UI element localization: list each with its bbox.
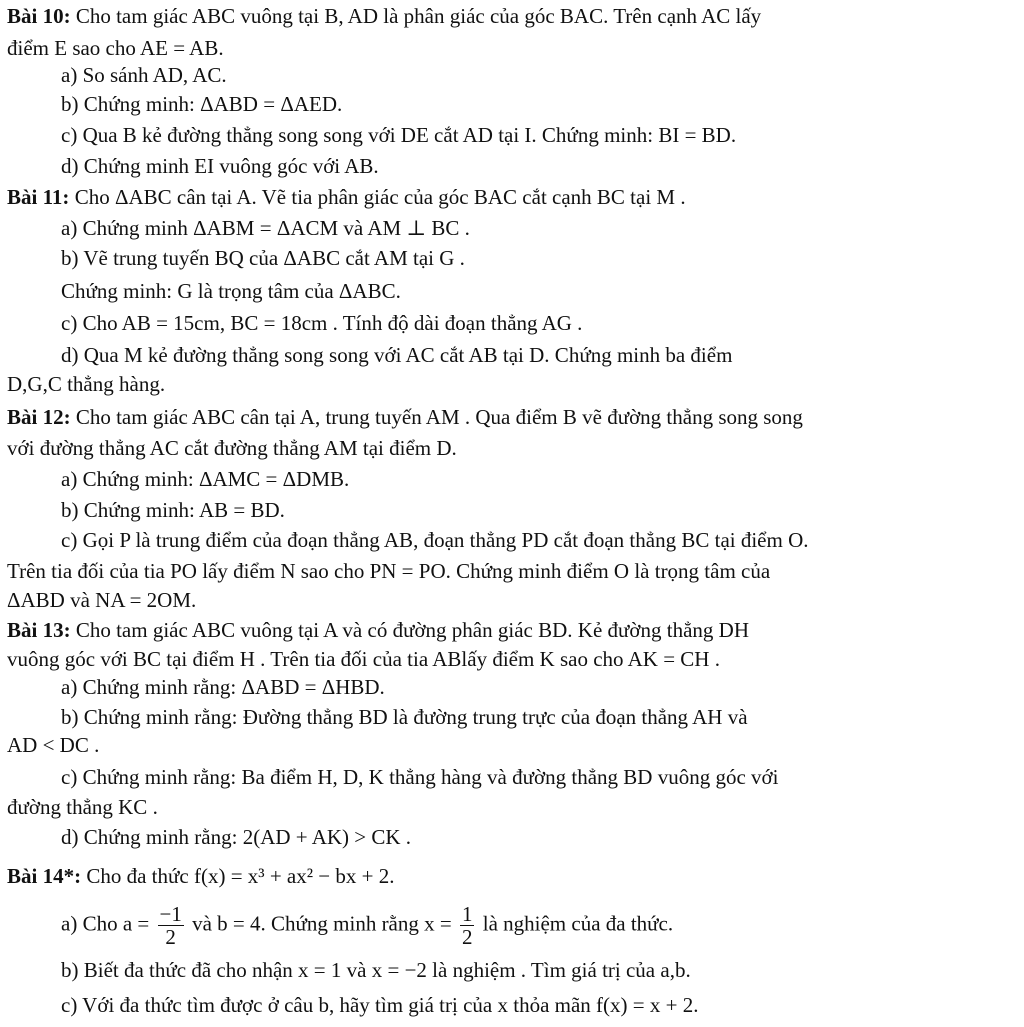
question-text: a) Cho a = (61, 911, 155, 936)
question-item: a) So sánh AD, AC. (61, 63, 227, 87)
exercise-11-heading (7, 187, 686, 208)
question-item: c) Qua B kẻ đường thẳng song song với DE cắt AD tại I. Chứng minh: BI = BD. (61, 123, 737, 147)
question-item: a) Chứng minh ΔABM = ΔACM và AM ⊥ BC . (61, 216, 470, 240)
exercise-text: Cho ΔABC cân tại A. Vẽ tia phân giác của góc BAC cắt cạnh BC tại M . (69, 185, 686, 209)
question-item: d) Qua M kẻ đường thẳng song song với AC cắt AB tại D. Chứng minh ba điểm (61, 343, 733, 367)
question-item (61, 903, 673, 948)
fraction-numerator: 1 (461, 902, 473, 926)
exercise-text: Cho tam giác ABC cân tại A, trung tuyến AM . Qua điểm B vẽ đường thẳng song song (70, 405, 803, 429)
fraction-denominator: 2 (461, 925, 473, 950)
question-item: c) Cho AB = 15cm, BC = 18cm . Tính độ dài đoạn thẳng AG . (61, 311, 583, 335)
fraction-denominator: 2 (165, 925, 176, 950)
text-line: ΔABD và NA = 2OM. (7, 588, 197, 612)
question-item: a) Chứng minh rằng: ΔABD = ΔHBD. (61, 675, 385, 699)
exercise-text: Cho đa thức f(x) = x³ + ax² − bx + 2. (81, 864, 395, 888)
question-item: b) Chứng minh: AB = BD. (61, 498, 285, 522)
exercise-12-heading (7, 407, 803, 428)
question-item: b) Chứng minh: ΔABD = ΔAED. (61, 92, 343, 116)
exercise-14-heading (7, 866, 394, 887)
text-line: Chứng minh: G là trọng tâm của ΔABC. (61, 279, 401, 303)
text-line: điểm E sao cho AE = AB. (7, 36, 224, 60)
question-item: b) Chứng minh rằng: Đường thẳng BD là đường trung trực của đoạn thẳng AH và (61, 705, 748, 729)
exercise-label: Bài 11: (7, 185, 70, 209)
fraction (158, 903, 184, 948)
text-line: đường thẳng KC . (7, 795, 158, 819)
question-item: c) Với đa thức tìm được ở câu b, hãy tìm giá trị của x thỏa mãn f(x) = x + 2. (61, 993, 699, 1017)
text-line: vuông góc với BC tại điểm H . Trên tia đối của tia ABlấy điểm K sao cho AK = CH . (7, 647, 720, 671)
exercise-label: Bài 10: (7, 4, 71, 28)
exercise-label: Bài 12: (7, 405, 71, 429)
exercise-text: Cho tam giác ABC vuông tại B, AD là phân giác của góc BAC. Trên cạnh AC lấy (70, 4, 762, 28)
text-line: D,G,C thẳng hàng. (7, 372, 166, 396)
question-item: d) Chứng minh rằng: 2(AD + AK) > CK . (61, 825, 412, 849)
question-text: và b = 4. Chứng minh rằng x = (186, 911, 457, 936)
question-item: b) Vẽ trung tuyến BQ của ΔABC cắt AM tại G . (61, 246, 465, 270)
question-item: d) Chứng minh EI vuông góc với AB. (61, 154, 379, 178)
exercise-label: Bài 14*: (7, 864, 82, 888)
text-line: với đường thẳng AC cắt đường thẳng AM tại điểm D. (7, 436, 457, 460)
text-line: AD < DC . (7, 733, 100, 757)
exercise-13-heading (7, 620, 749, 641)
exercise-10-heading (7, 6, 761, 27)
text-line: Trên tia đối của tia PO lấy điểm N sao cho PN = PO. Chứng minh điểm O là trọng tâm của (7, 559, 771, 583)
question-item: c) Chứng minh rằng: Ba điểm H, D, K thẳng hàng và đường thẳng BD vuông góc với (61, 765, 779, 789)
fraction-numerator: −1 (159, 902, 182, 926)
question-item: a) Chứng minh: ΔAMC = ΔDMB. (61, 467, 350, 491)
fraction (460, 903, 475, 948)
exercise-text: Cho tam giác ABC vuông tại A và có đường phân giác BD. Kẻ đường thẳng DH (70, 618, 749, 642)
exercise-label: Bài 13: (7, 618, 71, 642)
question-item: c) Gọi P là trung điểm của đoạn thẳng AB, đoạn thẳng PD cắt đoạn thẳng BC tại điểm O. (61, 528, 809, 552)
question-item: b) Biết đa thức đã cho nhận x = 1 và x = −2 là nghiệm . Tìm giá trị của a,b. (61, 958, 691, 982)
question-text: là nghiệm của đa thức. (477, 911, 674, 936)
